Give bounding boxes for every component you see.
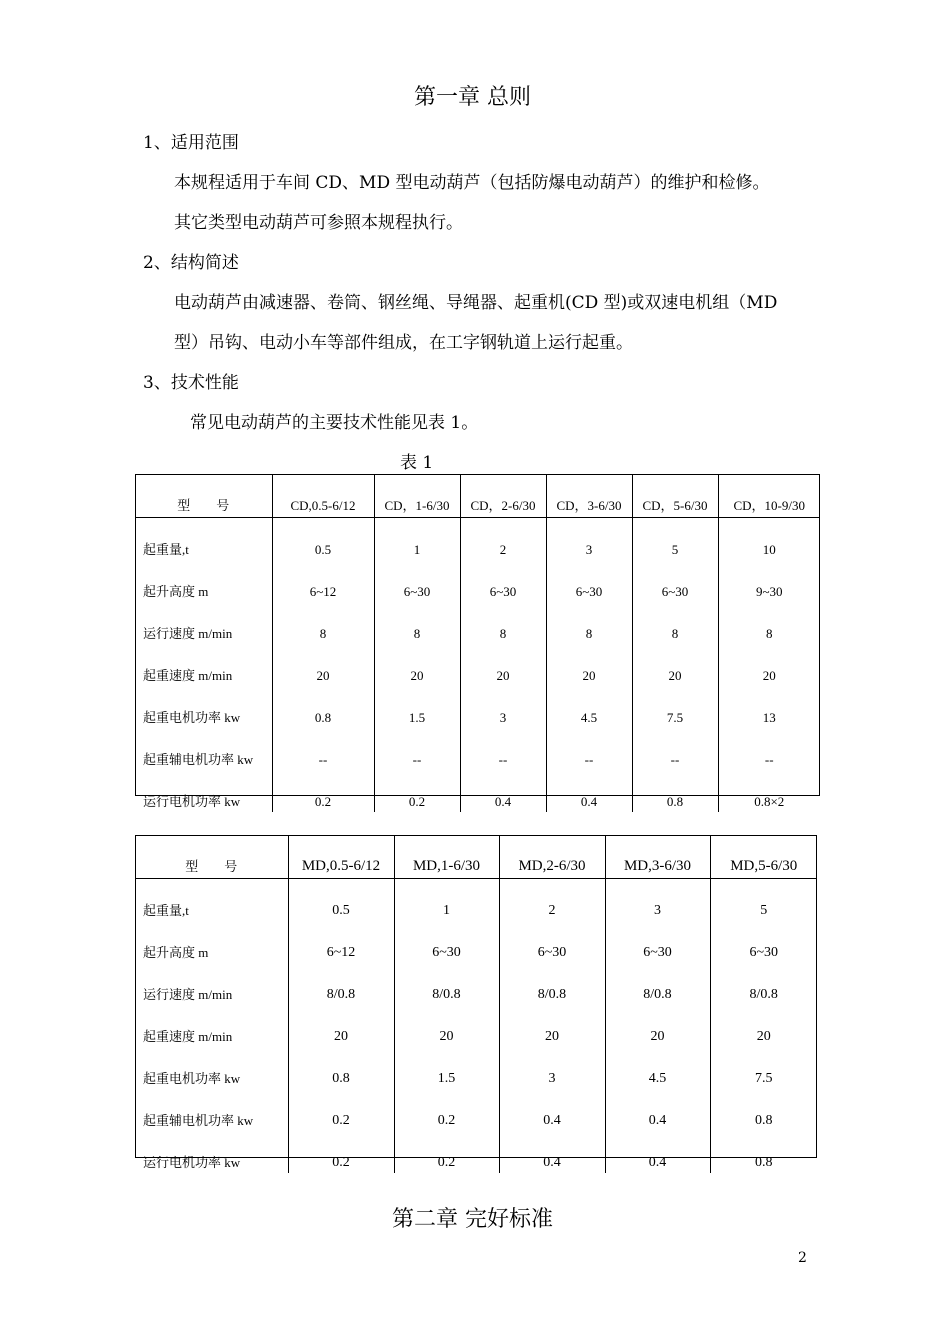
table-md-model: MD,3-6/30 <box>605 835 710 879</box>
table-cell: 6~30 <box>546 560 632 602</box>
table-row <box>135 1005 817 1047</box>
table-cd-model: CD，5-6/30 <box>632 474 718 518</box>
table-cell: 0.4 <box>605 1131 710 1173</box>
table-cell: 0.4 <box>499 1089 605 1131</box>
table-row <box>135 879 817 922</box>
table-cell: 0.8×2 <box>754 794 785 809</box>
table-cell: 6~30 <box>460 560 546 602</box>
table-cell: -- <box>632 728 718 770</box>
table-cell: 0.8 <box>272 686 374 728</box>
table-cell: 3 <box>460 686 546 728</box>
table-cell: -- <box>460 728 546 770</box>
table-cell: 8 <box>374 602 460 644</box>
table-cd <box>135 474 820 812</box>
table-cell: 0.4 <box>499 1131 605 1173</box>
row-label: 运行电机功率 kw <box>135 770 272 812</box>
table-cell: 0.5 <box>288 879 394 922</box>
table-cd-model: CD，1-6/30 <box>374 474 460 518</box>
table-cell: 20 <box>272 644 374 686</box>
table-cell: 1.5 <box>374 686 460 728</box>
row-label: 运行速度 m/min <box>135 602 272 644</box>
table-cell: 10 <box>762 542 776 557</box>
table-cell: 6~30 <box>374 560 460 602</box>
table-cell: -- <box>272 728 374 770</box>
table-cd-model: CD,0.5-6/12 <box>272 474 374 518</box>
table-md-header-row <box>135 835 817 879</box>
table-cell: -- <box>374 728 460 770</box>
table-cell: 7.5 <box>755 1071 773 1086</box>
table-caption: 表 1 <box>400 453 434 473</box>
table-cell: 0.8 <box>755 1155 773 1170</box>
table-md-model: MD,0.5-6/12 <box>288 835 394 879</box>
table-cell: 0.8 <box>632 770 718 812</box>
table-cell: 20 <box>762 668 776 683</box>
page-number: 2 <box>798 1250 807 1266</box>
table-cell: 7.5 <box>632 686 718 728</box>
table-cell: 6~30 <box>605 921 710 963</box>
table-row <box>135 770 820 812</box>
row-label: 运行速度 m/min <box>135 963 288 1005</box>
table-cell: 8 <box>272 602 374 644</box>
table-cell: 3 <box>546 518 632 561</box>
row-label: 起重电机功率 kw <box>135 686 272 728</box>
table-row <box>135 644 820 686</box>
table-cell: 6~30 <box>394 921 499 963</box>
table-cell: 0.2 <box>272 770 374 812</box>
table-cell: 3 <box>499 1047 605 1089</box>
table-row <box>135 1131 817 1173</box>
section2-heading: 2、结构简述 <box>143 253 239 273</box>
table-cell: 8 <box>632 602 718 644</box>
table-md-model: MD,5-6/30 <box>710 835 817 879</box>
section3-line1: 常见电动葫芦的主要技术性能见表 1。 <box>190 413 479 433</box>
row-label: 起重速度 m/min <box>135 1005 288 1047</box>
table-cell: 0.2 <box>288 1089 394 1131</box>
table-cell: 8/0.8 <box>749 987 778 1002</box>
table-row <box>135 921 817 963</box>
table-row <box>135 1089 817 1131</box>
table-cell: 20 <box>756 1029 771 1044</box>
table-cell: 0.2 <box>394 1131 499 1173</box>
table-row <box>135 602 820 644</box>
table-row <box>135 1047 817 1089</box>
table-cell: 1.5 <box>394 1047 499 1089</box>
row-label: 起重量,t <box>135 518 272 561</box>
table-cell: 5 <box>632 518 718 561</box>
row-label: 运行电机功率 kw <box>135 1131 288 1173</box>
row-label: 起重电机功率 kw <box>135 1047 288 1089</box>
table-cd-model: CD，3-6/30 <box>546 474 632 518</box>
table-cell: 0.8 <box>755 1113 773 1128</box>
table-cell: 20 <box>546 644 632 686</box>
table-cell: 2 <box>460 518 546 561</box>
table-cell: 13 <box>762 710 776 725</box>
table-cell: 20 <box>288 1005 394 1047</box>
table-cd-model: CD，10-9/30 <box>718 474 820 518</box>
table-cell: 1 <box>374 518 460 561</box>
table-cell: 6~30 <box>749 945 779 960</box>
section2-line1: 电动葫芦由减速器、卷筒、钢丝绳、导绳器、起重机(CD 型)或双速电机组（MD <box>174 293 778 313</box>
table-cell: 20 <box>374 644 460 686</box>
table-cell: 0.4 <box>460 770 546 812</box>
table-cell: 8/0.8 <box>499 963 605 1005</box>
table-cell: 6~12 <box>272 560 374 602</box>
table-cell: 0.4 <box>605 1089 710 1131</box>
table-cell: 0.4 <box>546 770 632 812</box>
table-cell: 20 <box>632 644 718 686</box>
row-label: 起重速度 m/min <box>135 644 272 686</box>
table-md-header-label: 型 号 <box>135 835 288 879</box>
table-cell: 3 <box>605 879 710 922</box>
table-cell: 2 <box>499 879 605 922</box>
table-cd-header-row <box>135 474 820 518</box>
table-row <box>135 728 820 770</box>
table-cell: 0.2 <box>394 1089 499 1131</box>
table-cell: 5 <box>760 903 768 918</box>
row-label: 起升高度 m <box>135 560 272 602</box>
table-md <box>135 835 817 1173</box>
row-label: 起升高度 m <box>135 921 288 963</box>
table-cd-header-label: 型 号 <box>135 474 272 518</box>
table-cell: 8 <box>766 626 773 641</box>
table-row <box>135 560 820 602</box>
row-label: 起重辅电机功率 kw <box>135 728 272 770</box>
table-cell: 0.5 <box>272 518 374 561</box>
table-cell: 4.5 <box>546 686 632 728</box>
table-cell: 6~12 <box>288 921 394 963</box>
table-cell: 20 <box>460 644 546 686</box>
table-row <box>135 963 817 1005</box>
table-cell: 1 <box>394 879 499 922</box>
table-cell: 8/0.8 <box>605 963 710 1005</box>
row-label: 起重辅电机功率 kw <box>135 1089 288 1131</box>
table-md-model: MD,1-6/30 <box>394 835 499 879</box>
section2-line2: 型）吊钩、电动小车等部件组成，在工字钢轨道上运行起重。 <box>174 333 633 353</box>
table-cell: 0.2 <box>288 1131 394 1173</box>
table-cell: 0.2 <box>374 770 460 812</box>
table-cell: -- <box>764 752 774 767</box>
section1-line2: 其它类型电动葫芦可参照本规程执行。 <box>174 213 463 233</box>
table-cell: 6~30 <box>499 921 605 963</box>
table-cell: 20 <box>394 1005 499 1047</box>
table-row <box>135 518 820 561</box>
table-cell: 0.8 <box>288 1047 394 1089</box>
table-cell: -- <box>546 728 632 770</box>
row-label: 起重量,t <box>135 879 288 922</box>
table-cell: 6~30 <box>632 560 718 602</box>
table-cell: 20 <box>605 1005 710 1047</box>
table-md-model: MD,2-6/30 <box>499 835 605 879</box>
table-cell: 8 <box>546 602 632 644</box>
chapter1-title: 第一章 总则 <box>414 85 531 110</box>
table-cell: 8/0.8 <box>288 963 394 1005</box>
table-cell: 8 <box>460 602 546 644</box>
section1-line1: 本规程适用于车间 CD、MD 型电动葫芦（包括防爆电动葫芦）的维护和检修。 <box>174 173 770 193</box>
section1-heading: 1、适用范围 <box>143 133 239 153</box>
table-cd-model: CD，2-6/30 <box>460 474 546 518</box>
table-cell: 8/0.8 <box>394 963 499 1005</box>
section3-heading: 3、技术性能 <box>143 373 239 393</box>
table-cell: 9~30 <box>755 584 783 599</box>
table-cell: 4.5 <box>605 1047 710 1089</box>
chapter2-title: 第二章 完好标准 <box>392 1207 553 1232</box>
table-row <box>135 686 820 728</box>
table-cell: 20 <box>499 1005 605 1047</box>
